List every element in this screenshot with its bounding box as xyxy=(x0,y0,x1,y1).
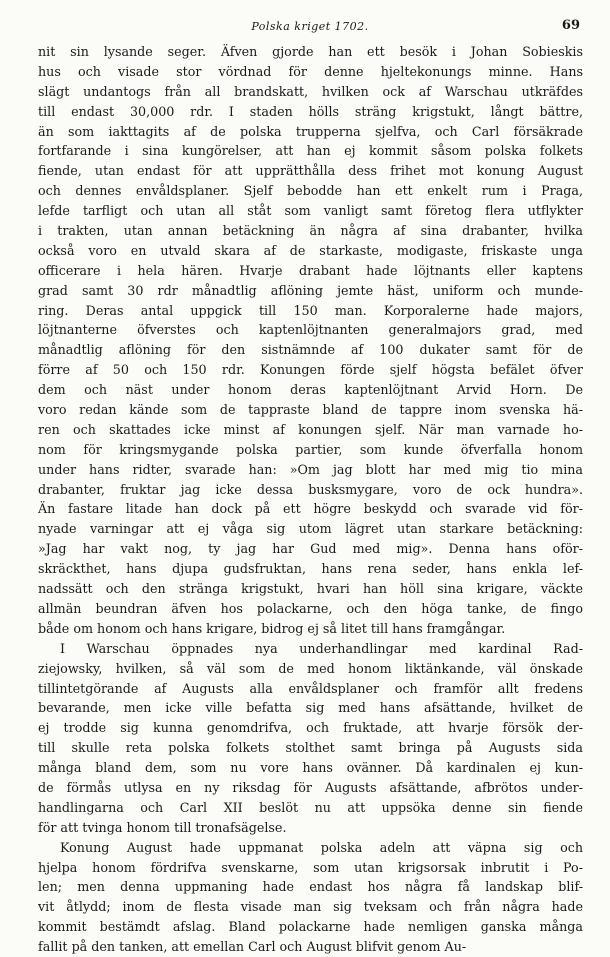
text-line: tillintetgörande af Augusts alla envåldsplaner och framför allt fredens xyxy=(38,680,583,696)
text-line: till skulle reta polska folkets stolthet samt bringa på Augusts sida xyxy=(38,740,583,756)
text-line: handlingarna och Carl XII beslöt nu att uppsöka denne sin fiende xyxy=(38,799,583,815)
text-line: vit åtlydd; inom de flesta visade man sig tveksam och från några hade xyxy=(38,899,583,915)
paragraph xyxy=(38,639,583,838)
text-line: fortfarande i sina kungörelser, att han ej kommit såsom polska folkets xyxy=(38,143,583,159)
page-header xyxy=(40,16,580,38)
text-line: de förmås utlysa en ny riksdag för Augusts afsättande, afbrötos under- xyxy=(38,779,583,795)
text-line: ej trodde sig kunna genomdrifva, och fruktade, att hvarje försök der- xyxy=(38,720,583,736)
text-line: ziejowsky, hvilken, så väl som de med honom liktänkande, väl önskade xyxy=(38,660,583,676)
text-line: officerare i hela hären. Hvarje drabant hade löjtnants eller kaptens xyxy=(38,262,583,278)
text-line: löjtnanterne öfverstes och kaptenlöjtnanten generalmajors grad, med xyxy=(38,322,583,338)
text-line: skräckthet, hans djupa gudsfruktan, hans rena seder, hans enkla lef- xyxy=(38,561,583,577)
text-line: fiende, utan endast för att upprätthålla dess frihet mot konung August xyxy=(38,163,583,179)
text-line: månadtlig aflöning för den sistnämnde af 100 dukater samt för de xyxy=(38,342,583,358)
text-line: lefde tarfligt och utan all ståt som vanligt samt företog flera utflykter xyxy=(38,203,583,219)
paragraph xyxy=(38,838,583,957)
text-line: nom för kringsmygande polska partier, som kunde öfverfalla honom xyxy=(38,441,583,457)
text-line: grad samt 30 rdr månadtlig aflöning jemte häst, uniform och munde- xyxy=(38,282,583,298)
text-line: och dennes envåldsplaner. Sjelf bebodde han ett enkelt rum i Praga, xyxy=(38,183,583,199)
text-line: ren och skattades icke minst af konungen sjelf. När man varnade ho- xyxy=(38,421,583,437)
text-line: kommit bestämdt afslag. Bland polackarne hade nemligen ganska många xyxy=(38,919,583,935)
text-line: i trakten, utan annan betäckning än några af sina drabanter, hvilka xyxy=(38,223,583,239)
text-line: för att tvinga honom till tronafsägelse. xyxy=(38,819,287,835)
text-line: också voro en utvald skara af de starkaste, modigaste, friskaste unga xyxy=(38,242,583,258)
text-line: än som iakttagits af de polska trupperna sjelfva, och Carl försäkrade xyxy=(38,123,583,139)
text-line: hus och visade stor vördnad för denne hjeltekonungs minne. Hans xyxy=(38,63,583,79)
text-line: både om honom och hans krigare, bidrog ej så litet till hans framgångar. xyxy=(38,620,506,636)
text-line: många bland dem, som nu vore hans ovänner. Då kardinalen ej kun- xyxy=(38,760,583,776)
text-line: len; men denna uppmaning hade endast hos några få landskap blif- xyxy=(38,879,583,895)
text-line: drabanter, fruktar jag icke dessa busksmygare, voro de ock hundra». xyxy=(38,481,583,497)
text-line: dem och näst under honom deras kaptenlöjtnant Arvid Horn. De xyxy=(38,382,583,398)
text-line: bevarande, men icke ville befatta sig med hans afsättande, hvilket de xyxy=(38,700,583,716)
text-line: slägt undantogs från all brandskatt, hvilken ock af Warschau utkräfdes xyxy=(38,83,583,99)
text-line: nit sin lysande seger. Äfven gjorde han ett besök i Johan Sobieskis xyxy=(38,44,583,59)
text-line: hjelpa honom fördrifva svenskarne, som utan krigsorsak inbrutit i Po- xyxy=(38,859,583,875)
text-line: under hans ridter, svarade han: »Om jag blott har med mig tio mina xyxy=(38,461,583,477)
text-line: ring. Deras antal uppgick till 150 man. Korporalerne hade majors, xyxy=(38,302,583,318)
text-line: nadssätt och den stränga krigstukt, hvari han höll sina krigare, väckte xyxy=(38,581,583,597)
text-line: »Jag har vakt nog, ty jag har Gud med mig». Denna hans oför- xyxy=(38,541,583,557)
text-line: nyade varningar att ej våga sig utom lägret utan starkare betäckning: xyxy=(38,521,583,537)
text-line: voro redan kände som de tappraste bland de tappre inom svenska hä- xyxy=(38,402,583,418)
text-line: till endast 30,000 rdr. I staden hölls sträng krigstukt, långt bättre, xyxy=(38,103,583,119)
text-line: fallit på den tanken, att emellan Carl och August blifvit genom Au- xyxy=(38,939,467,955)
text-line: I Warschau öppnades nya underhandlingar med kardinal Rad- xyxy=(60,640,583,656)
text-line: förre af 50 och 150 rdr. Konungen förde sjelf högsta befälet öfver xyxy=(38,362,583,378)
paragraph xyxy=(38,42,583,639)
text-line: allmän beundran äfven hos polackarne, och den höga tanke, de fingo xyxy=(38,600,583,616)
text-line: Konung August hade uppmanat polska adeln att väpna sig och xyxy=(60,839,583,855)
page-number: 69 xyxy=(561,18,580,33)
running-title: Polska kriget 1702. xyxy=(251,20,369,33)
body-text xyxy=(38,42,583,957)
text-line: Än fastare litade han dock på ett högre beskydd och svarade vid för- xyxy=(38,501,583,517)
